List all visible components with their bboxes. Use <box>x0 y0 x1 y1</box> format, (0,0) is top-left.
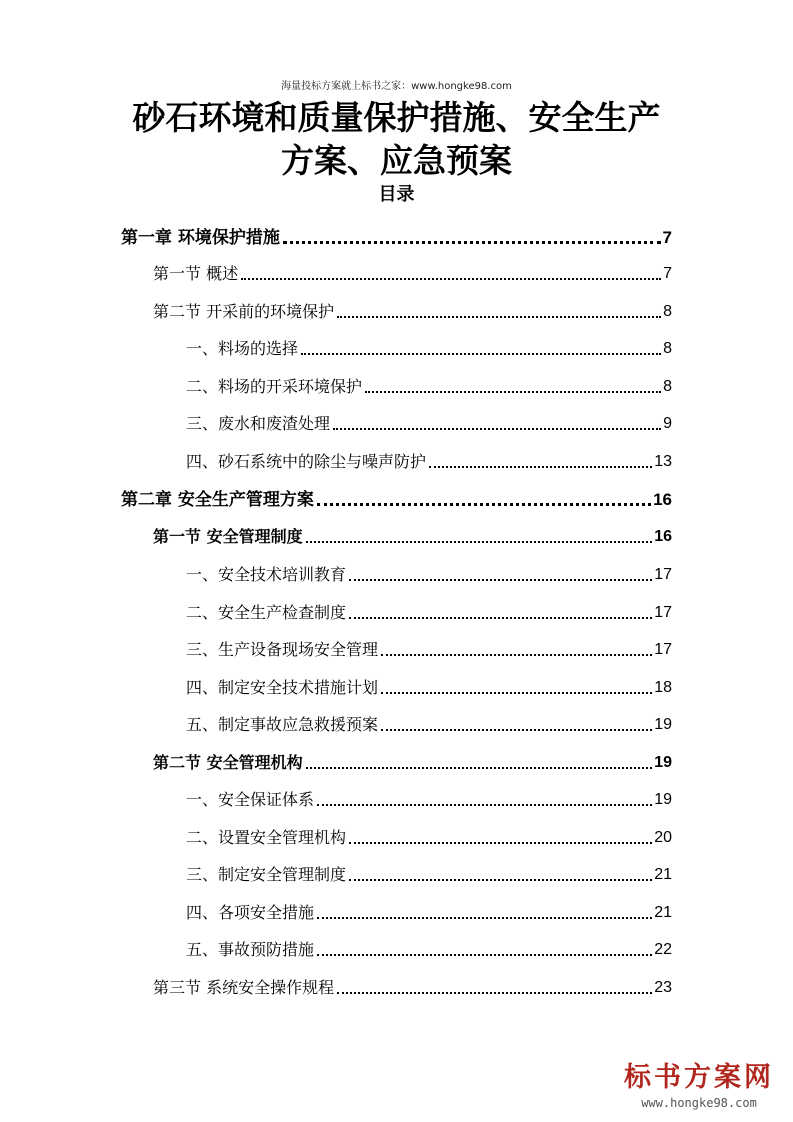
toc-entry-section[interactable] <box>153 518 672 548</box>
dot-leader <box>349 617 652 619</box>
toc-entry-item[interactable] <box>186 819 672 849</box>
toc-entry-page: 18 <box>654 679 672 696</box>
toc-entry-section[interactable] <box>153 293 672 323</box>
toc-entry-label: 第三节 系统安全操作规程 <box>153 978 335 997</box>
dot-leader <box>337 316 661 318</box>
toc-entry-label: 一、料场的选择 <box>186 339 299 358</box>
toc-entry-item[interactable] <box>186 330 672 360</box>
toc-entry-item[interactable] <box>186 443 672 473</box>
toc-entry-section[interactable] <box>153 744 672 774</box>
dot-leader <box>317 954 652 956</box>
toc-entry-page: 8 <box>663 303 672 320</box>
toc-entry-label: 四、各项安全措施 <box>186 903 315 922</box>
dot-leader <box>306 541 653 543</box>
toc-entry-section[interactable] <box>153 255 672 285</box>
toc-entry-label: 四、制定安全技术措施计划 <box>186 678 379 697</box>
dot-leader <box>381 692 652 694</box>
toc-entry-page: 8 <box>663 378 672 395</box>
dot-leader <box>337 992 652 994</box>
toc-entry-item[interactable] <box>186 594 672 624</box>
toc-entry-page: 7 <box>663 265 672 282</box>
toc-entry-page: 7 <box>662 228 672 247</box>
document-title <box>100 96 693 182</box>
toc-entry-label: 第二节 开采前的环境保护 <box>153 302 335 321</box>
toc-entry-page: 17 <box>654 641 672 658</box>
toc-entry-item[interactable] <box>186 856 672 886</box>
dot-leader <box>301 353 661 355</box>
dot-leader <box>349 879 652 881</box>
toc-entry-item[interactable] <box>186 931 672 961</box>
toc-entry-item[interactable] <box>186 894 672 924</box>
toc-entry-page: 17 <box>654 604 672 621</box>
toc-entry-label: 第二节 安全管理机构 <box>153 753 303 772</box>
dot-leader <box>317 917 652 919</box>
toc-heading: 目录 <box>378 184 415 205</box>
toc-entry-page: 13 <box>654 453 672 470</box>
toc-entry-label: 第一节 概述 <box>153 264 239 283</box>
dot-leader <box>349 579 652 581</box>
toc-entry-page: 23 <box>654 979 672 996</box>
toc-entry-section[interactable] <box>153 969 672 999</box>
toc-entry-page: 19 <box>654 791 672 808</box>
toc-entry-label: 第一章 环境保护措施 <box>121 228 280 248</box>
brand-url[interactable]: www.hongke98.com <box>641 1096 757 1110</box>
dot-leader <box>317 804 652 806</box>
toc-entry-label: 三、制定安全管理制度 <box>186 865 347 884</box>
toc-entry-label: 二、料场的开采环境保护 <box>186 377 363 396</box>
dot-leader <box>365 391 661 393</box>
toc-entry-label: 第一节 安全管理制度 <box>153 527 303 546</box>
toc-entry-chapter-1[interactable] <box>121 219 672 249</box>
dot-leader <box>381 729 652 731</box>
toc-entry-label: 四、砂石系统中的除尘与噪声防护 <box>186 452 427 471</box>
toc-entry-item[interactable] <box>186 368 672 398</box>
header-note: 海量投标方案就上标书之家：www.hongke98.com <box>281 81 512 92</box>
toc-entry-page: 21 <box>654 866 672 883</box>
dot-leader <box>381 654 652 656</box>
dot-leader <box>283 241 661 244</box>
dot-leader <box>429 466 652 468</box>
toc-entry-label: 一、安全保证体系 <box>186 790 315 809</box>
toc-entry-item[interactable] <box>186 556 672 586</box>
dot-leader <box>349 842 652 844</box>
toc-entry-page: 16 <box>653 490 672 509</box>
title-line-1: 砂石环境和质量保护措施、安全生产 <box>132 98 661 137</box>
brand-logo: 标书方案网 <box>624 1062 774 1093</box>
toc-entry-page: 20 <box>654 829 672 846</box>
toc-entry-label: 三、生产设备现场安全管理 <box>186 640 379 659</box>
toc-entry-label: 五、制定事故应急救援预案 <box>186 715 379 734</box>
dot-leader <box>317 503 651 506</box>
toc-entry-page: 8 <box>663 340 672 357</box>
toc-entry-page: 21 <box>654 904 672 921</box>
toc-entry-page: 16 <box>654 528 672 545</box>
toc-entry-page: 17 <box>654 566 672 583</box>
toc-entry-label: 一、安全技术培训教育 <box>186 565 347 584</box>
toc-entry-page: 19 <box>654 716 672 733</box>
dot-leader <box>306 767 653 769</box>
toc-entry-page: 22 <box>654 941 672 958</box>
toc-entry-label: 二、设置安全管理机构 <box>186 828 347 847</box>
toc-entry-item[interactable] <box>186 781 672 811</box>
title-line-2: 方案、应急预案 <box>281 141 512 180</box>
toc-entry-page: 19 <box>654 754 672 771</box>
toc-entry-page: 9 <box>663 415 672 432</box>
toc-entry-label: 二、安全生产检查制度 <box>186 603 347 622</box>
dot-leader <box>241 278 661 280</box>
toc-entry-item[interactable] <box>186 669 672 699</box>
toc-entry-label: 第二章 安全生产管理方案 <box>121 490 314 510</box>
toc-entry-label: 五、事故预防措施 <box>186 940 315 959</box>
dot-leader <box>333 428 661 430</box>
toc-entry-item[interactable] <box>186 706 672 736</box>
toc-entry-label: 三、废水和废渣处理 <box>186 414 331 433</box>
toc-entry-item[interactable] <box>186 405 672 435</box>
brand-watermark <box>619 1062 779 1110</box>
toc-entry-chapter-2[interactable] <box>121 481 672 511</box>
toc-entry-item[interactable] <box>186 631 672 661</box>
